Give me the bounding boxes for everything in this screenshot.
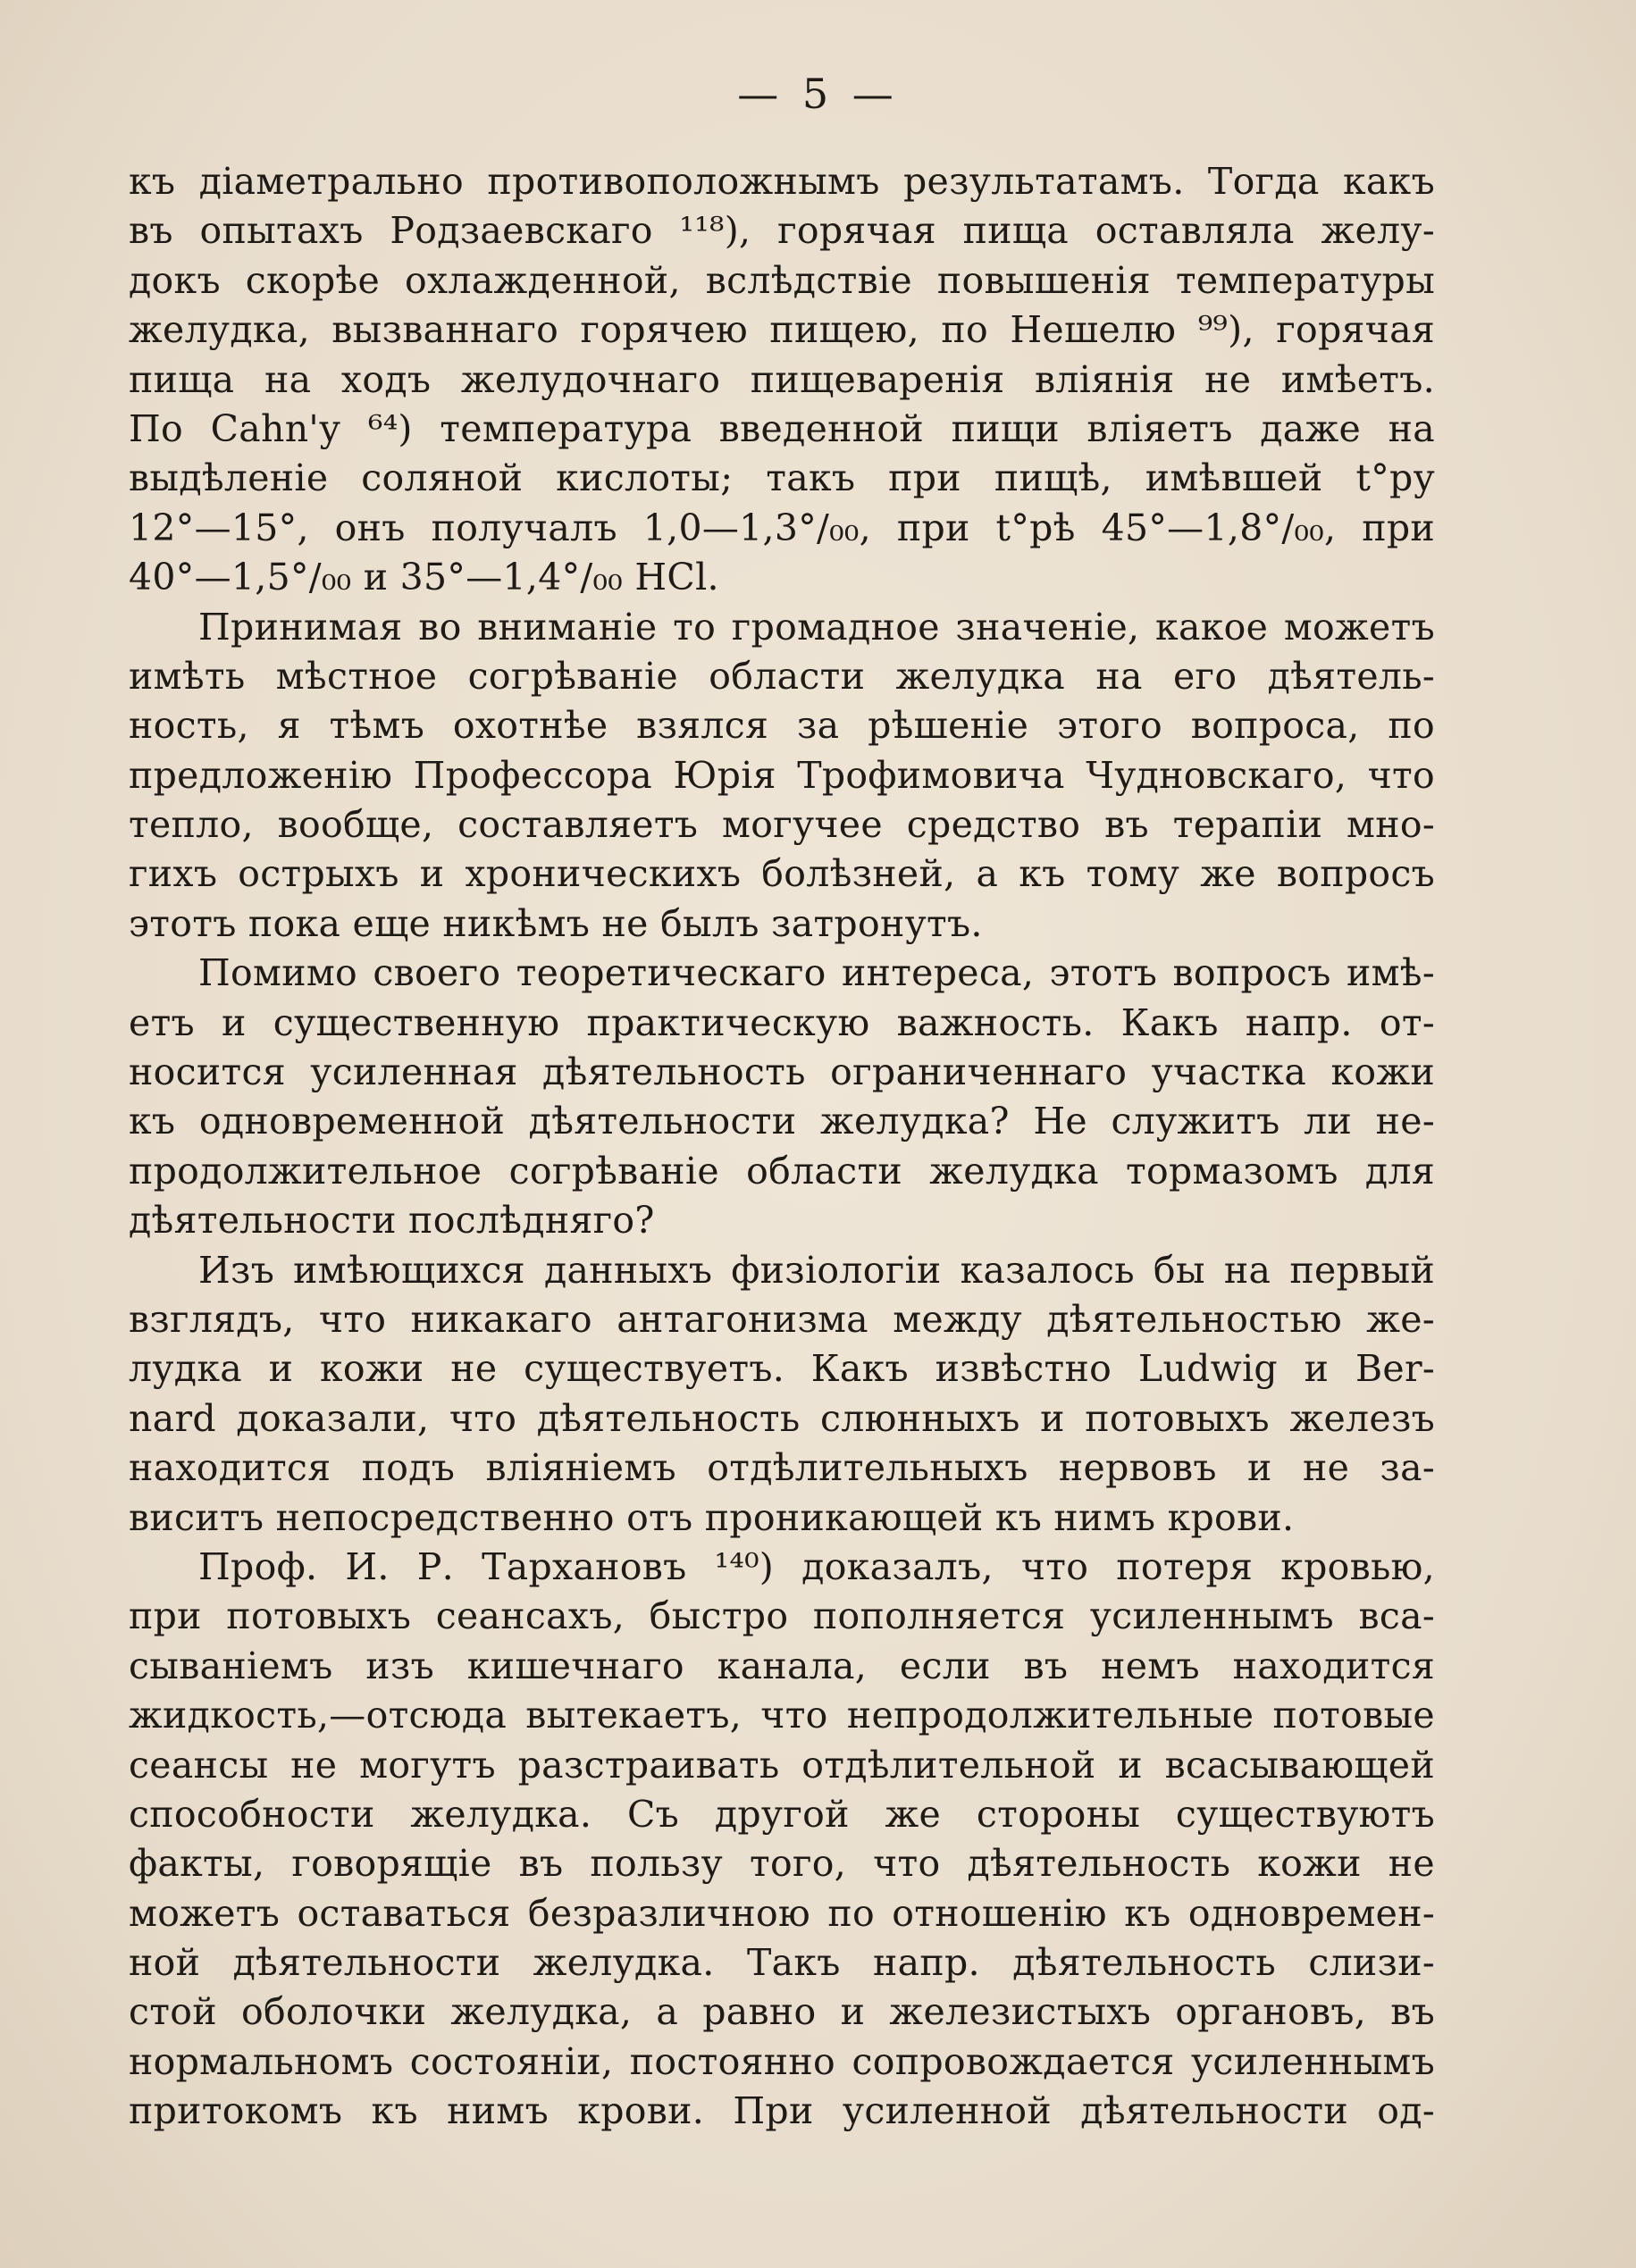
text-line: притокомъ къ нимъ крови. При усиленной дѣятельности од-	[129, 2089, 1435, 2133]
text-line: продолжительное согрѣваніе области желудка тормазомъ для	[129, 1149, 1435, 1193]
text-line: находится подъ вліяніемъ отдѣлительныхъ нервовъ и не за-	[129, 1446, 1435, 1490]
text-line: nard доказали, что дѣятельность слюнныхъ и потовыхъ железъ	[129, 1396, 1435, 1440]
text-line: къ одновременной дѣятельности желудка? Не служитъ ли не-	[129, 1100, 1435, 1143]
text-line: стой оболочки желудка, а равно и железистыхъ органовъ, въ	[129, 1990, 1435, 2034]
text-line: при потовыхъ сеансахъ, быстро пополняется усиленнымъ вса-	[129, 1594, 1435, 1638]
text-line: 12°—15°, онъ получалъ 1,0—1,3°/₀₀, при t°рѣ 45°—1,8°/₀₀, при	[129, 506, 1435, 549]
text-line: предложенію Профессора Юрія Трофимовича Чудновскаго, что	[129, 753, 1435, 797]
text-line: тепло, вообще, составляетъ могучее средство въ терапіи мно-	[129, 803, 1435, 847]
text-line: жидкость,—отсюда вытекаетъ, что непродолжительные потовые	[129, 1694, 1435, 1737]
text-line: Принимая во вниманіе то громадное значеніе, какое можетъ	[198, 605, 1435, 649]
text-line: По Cahn'у ⁶⁴) температура введенной пищи вліяетъ даже на	[129, 406, 1435, 450]
text-line: сеансы не могутъ разстраивать отдѣлительной и всасывающей	[129, 1743, 1435, 1787]
text-line: въ опытахъ Родзаевскаго ¹¹⁸), горячая пища оставляла желу-	[129, 209, 1435, 253]
text-line: имѣть мѣстное согрѣваніе области желудка на его дѣятель-	[129, 654, 1435, 698]
text-line: 40°—1,5°/₀₀ и 35°—1,4°/₀₀ HCl.	[129, 556, 719, 599]
paragraph-4	[129, 1246, 1435, 1543]
text-line: ной дѣятельности желудка. Такъ напр. дѣятельность слизи-	[129, 1941, 1435, 1985]
text-line: можетъ оставаться безразличною по отношенію къ одновремен-	[129, 1891, 1435, 1935]
text-line: Проф. И. Р. Тархановъ ¹⁴⁰) доказалъ, что потеря кровью,	[198, 1544, 1435, 1588]
paragraph-3	[129, 949, 1435, 1245]
paragraph-1	[129, 157, 1435, 603]
text-line: этотъ пока еще никѣмъ не былъ затронутъ.	[129, 901, 983, 945]
text-line: выдѣленіе соляной кислоты; такъ при пищѣ, имѣвшей t°ру	[129, 456, 1435, 500]
text-line: Изъ имѣющихся данныхъ физіологіи казалось бы на первый	[198, 1248, 1435, 1292]
text-line: докъ скорѣе охлажденной, вслѣдствіе повышенія температуры	[129, 258, 1435, 302]
text-line: желудка, вызваннаго горячею пищею, по Нешелю ⁹⁹), горячая	[129, 308, 1435, 352]
text-line: лудка и кожи не существуетъ. Какъ извѣстно Ludwig и Ber-	[129, 1347, 1435, 1391]
paragraph-2	[129, 603, 1435, 950]
body-text	[129, 157, 1435, 2137]
text-line: сываніемъ изъ кишечнаго канала, если въ немъ находится	[129, 1644, 1435, 1687]
text-line: етъ и существенную практическую важность. Какъ напр. от-	[129, 1000, 1435, 1044]
text-line: нормальномъ состояніи, постоянно сопровождается усиленнымъ	[129, 2039, 1435, 2083]
text-line: ность, я тѣмъ охотнѣе взялся за рѣшеніе этого вопроса, по	[129, 704, 1435, 748]
text-line: факты, говорящіе въ пользу того, что дѣятельность кожи не	[129, 1842, 1435, 1886]
text-line: дѣятельности послѣдняго?	[129, 1199, 655, 1243]
text-line: пища на ходъ желудочнаго пищеваренія вліянія не имѣетъ.	[129, 357, 1435, 401]
text-line: къ діаметрально противоположнымъ результатамъ. Тогда какъ	[129, 160, 1435, 203]
text-line: гихъ острыхъ и хроническихъ болѣзней, а къ тому же вопросъ	[129, 852, 1435, 896]
text-line: Помимо своего теоретическаго интереса, этотъ вопросъ имѣ-	[198, 951, 1435, 995]
paragraph-5	[129, 1543, 1435, 2137]
text-line: виситъ непосредственно отъ проникающей къ нимъ крови.	[129, 1495, 1295, 1539]
text-line: взглядъ, что никакаго антагонизма между дѣятельностью же-	[129, 1297, 1435, 1341]
text-line: носится усиленная дѣятельность ограниченнаго участка кожи	[129, 1050, 1435, 1094]
text-line: способности желудка. Съ другой же стороны существуютъ	[129, 1792, 1435, 1836]
page-number: — 5 —	[737, 70, 899, 118]
